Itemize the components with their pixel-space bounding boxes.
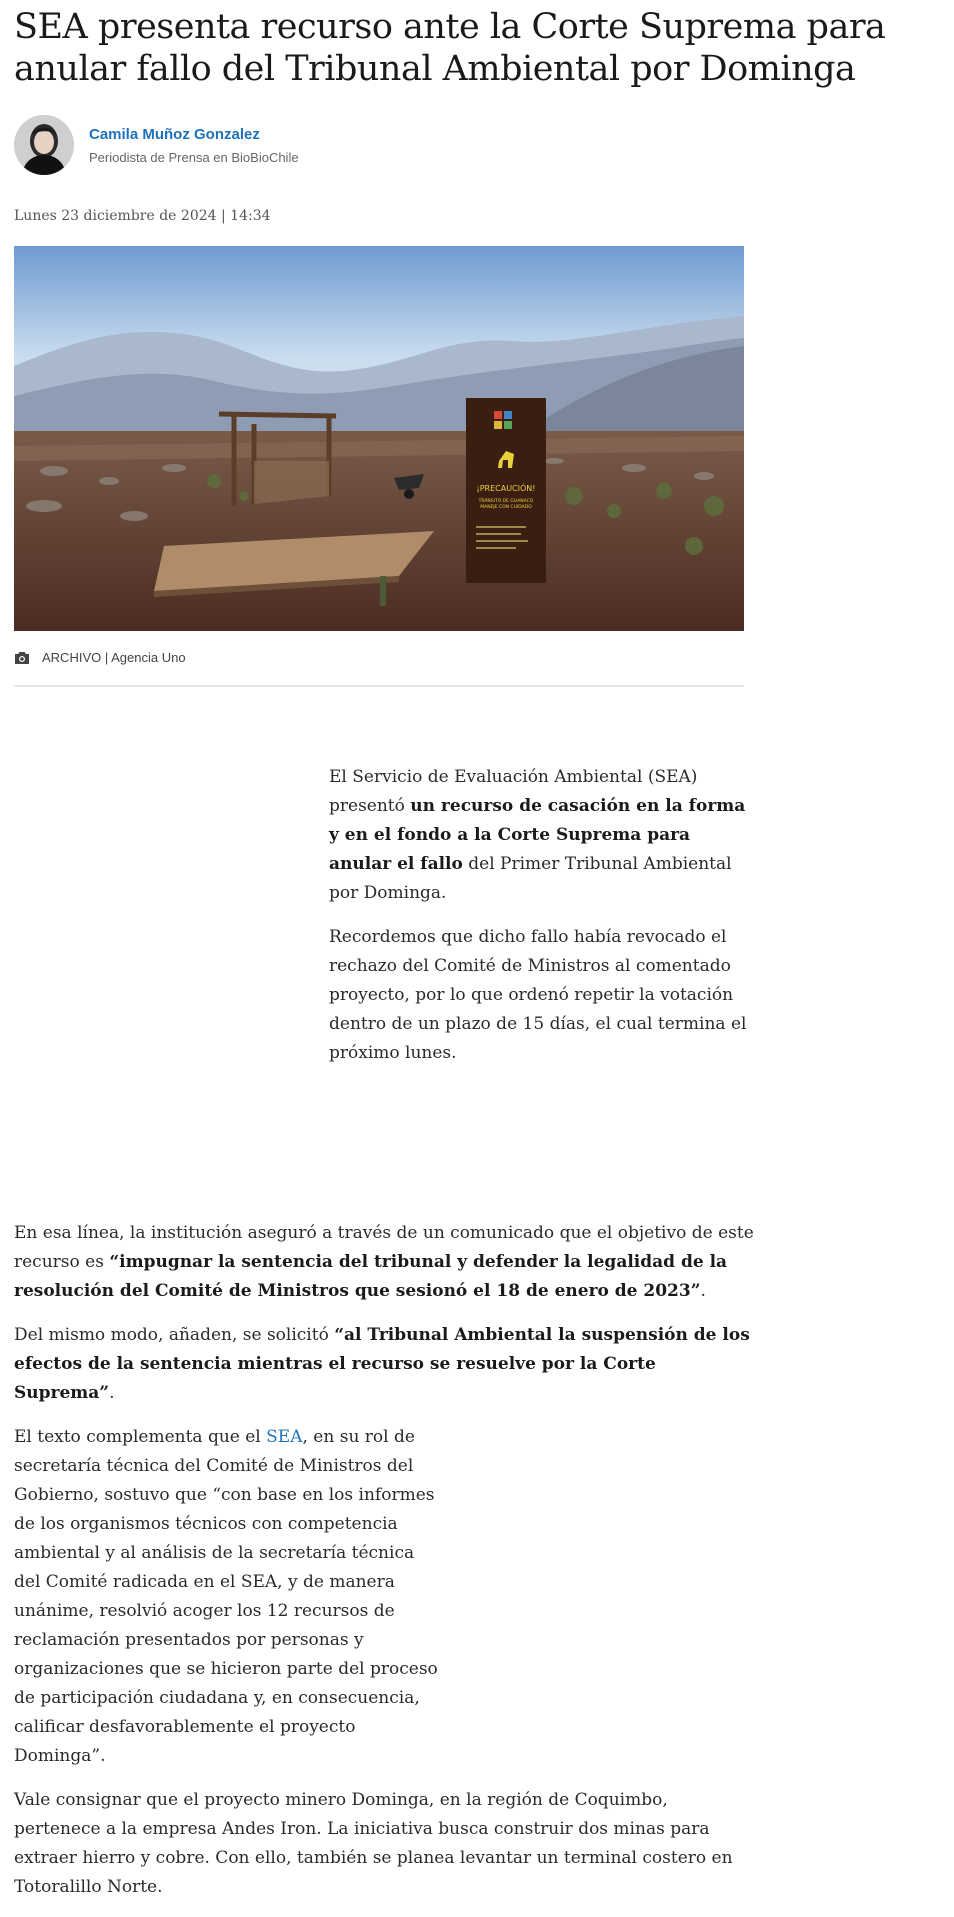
sea-link[interactable]: SEA (266, 1427, 303, 1447)
avatar-portrait-icon (14, 115, 74, 175)
paragraph-3-quote: “impugnar la sentencia del tribunal y defender la legalidad de la resolución del Comité de Ministros que sesionó el 18 de enero de 2023” (14, 1252, 728, 1301)
publish-date: Lunes 23 diciembre de 2024 | 14:34 (14, 208, 271, 224)
sign-line-2: MANEJE CON CUIDADO (480, 505, 532, 510)
sign-title: ¡PRECAUCIÓN! (476, 484, 536, 493)
paragraph-4 (14, 1321, 754, 1408)
paragraph-1 (329, 763, 749, 908)
paragraph-5 (14, 1423, 444, 1771)
paragraph-3-tail: . (700, 1281, 706, 1301)
author-avatar[interactable] (14, 115, 74, 175)
author-name-link[interactable]: Camila Muñoz Gonzalez (89, 126, 260, 143)
camera-icon (14, 651, 30, 665)
article-body-top (329, 763, 749, 1083)
author-role: Periodista de Prensa en BioBioChile (89, 150, 299, 165)
paragraph-1-bold: un recurso de casación en la forma y en el fondo a la Corte Suprema para anular el fallo (329, 796, 746, 874)
author-block (14, 115, 614, 175)
paragraph-5-text: El texto complementa que el (14, 1427, 267, 1447)
paragraph-4-tail: . (109, 1383, 115, 1403)
paragraph-1-tail: del Primer Tribunal Ambiental por Dominga. (329, 854, 732, 903)
paragraph-3-text: En esa línea, la institución aseguró a través de un comunicado que el objetivo de este recurso es (14, 1223, 754, 1272)
paragraph-3 (14, 1219, 754, 1306)
paragraph-5-tail: , en su rol de secretaría técnica del Comité de Ministros del Gobierno, sostuvo que “con base en los informes de los organismos técnicos con competencia ambiental y al análisis de la secretaría técnica del Comité radicada en el SEA, y de manera unánime, resolvió acoger los 12 recursos de reclamación presentados por personas y organizaciones que se hicieron parte del proceso de participación ciudadana y, en consecuencia, calificar desfavorablemente el proyecto Dominga”. (14, 1427, 438, 1766)
paragraph-2: Recordemos que dicho fallo había revocado el rechazo del Comité de Ministros al comentado proyecto, por lo que ordenó repetir la votación dentro de un plazo de 15 días, el cual termina el próximo lunes. (329, 927, 747, 1063)
caption-text: ARCHIVO | Agencia Uno (42, 650, 186, 665)
paragraph-4-quote: “al Tribunal Ambiental la suspensión de los efectos de la sentencia mientras el recurso se resuelve por la Corte Suprema” (14, 1325, 750, 1403)
sign-line-1: TRÁNSITO DE GUANACO (478, 499, 534, 504)
desert-landscape-image (14, 246, 744, 631)
article-body-bottom (14, 1219, 754, 1917)
article-photo (14, 246, 744, 631)
article-headline: SEA presenta recurso ante la Corte Suprema para anular fallo del Tribunal Ambiental por Dominga (14, 7, 886, 89)
paragraph-1-text: El Servicio de Evaluación Ambiental (SEA) presentó (329, 767, 698, 816)
paragraph-6: Vale consignar que el proyecto minero Dominga, en la región de Coquimbo, pertenece a la empresa Andes Iron. La iniciativa busca construir dos minas para extraer hierro y cobre. Con ello, también se planea levantar un terminal costero en Totoralillo Norte. (14, 1790, 733, 1897)
paragraph-4-text: Del mismo modo, añaden, se solicitó (14, 1325, 335, 1345)
photo-caption (14, 650, 744, 687)
